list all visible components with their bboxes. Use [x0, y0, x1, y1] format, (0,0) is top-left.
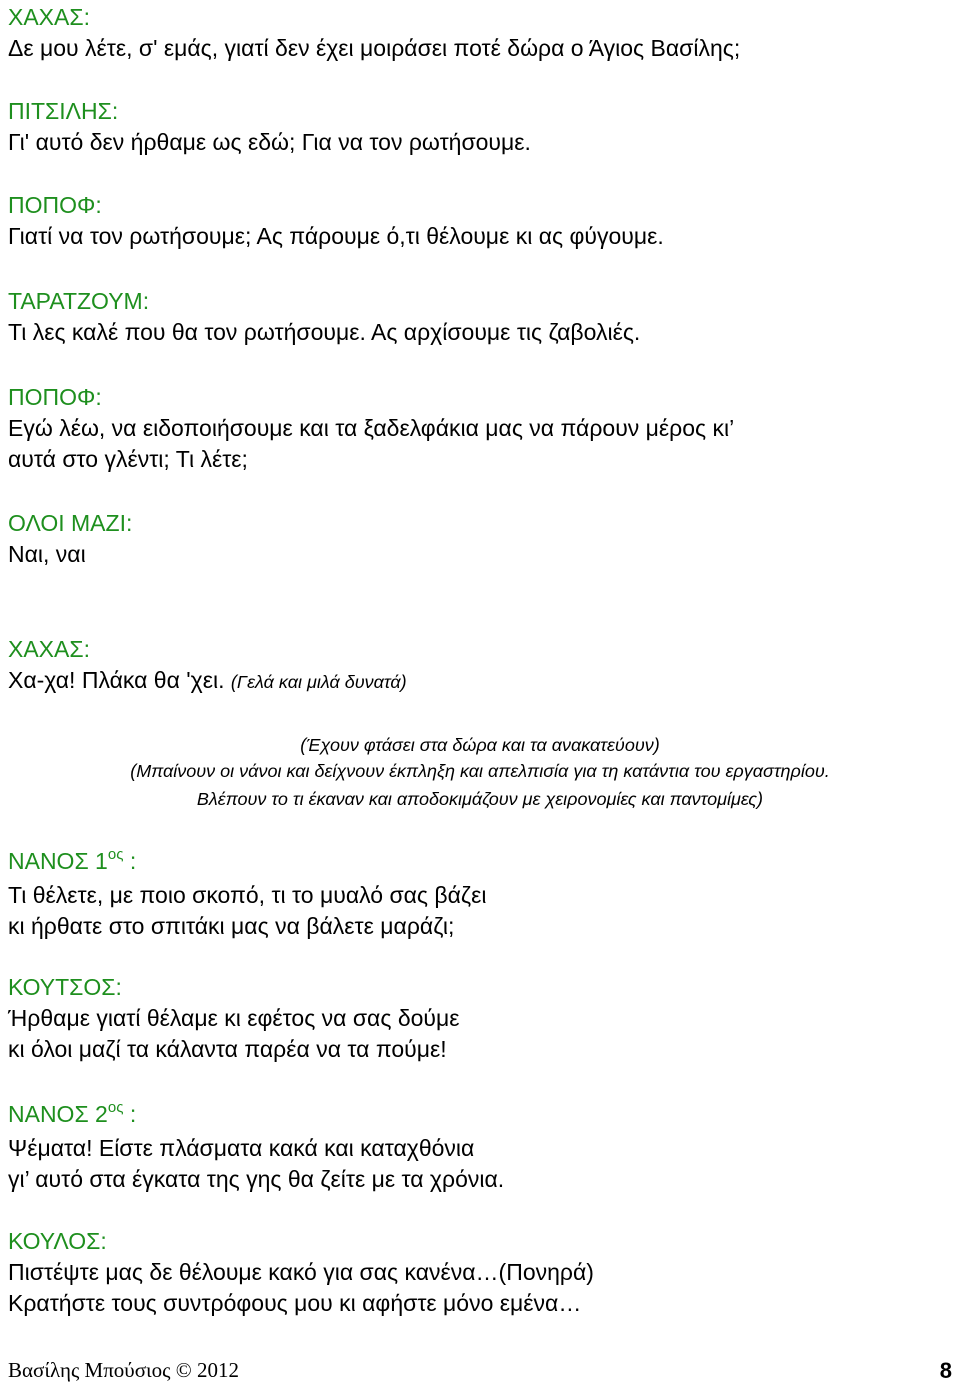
- verse-block: [8, 1099, 952, 1195]
- dialogue-line: αυτά στο γλέντι; Τι λέτε;: [8, 446, 248, 472]
- dialogue-block: [8, 96, 952, 158]
- speaker-name: ΧΑΧΑΣ:: [8, 4, 90, 30]
- verse-line: Πιστέψτε μας δε θέλουμε κακό για σας κανένα…(Πονηρά): [8, 1259, 594, 1285]
- dialogue-line: [8, 665, 952, 698]
- speaker-name: ΝΑΝΟΣ $2^{o\varsigma}$ :: [8, 1099, 137, 1127]
- verse-line: Κρατήστε τους συντρόφους μου κι αφήστε μόνο εμένα…: [8, 1290, 582, 1316]
- speaker-name: ΚΟΥΛΟΣ:: [8, 1228, 107, 1254]
- verse-block: [8, 972, 952, 1065]
- speaker-name: ΟΛΟΙ ΜΑΖΙ:: [8, 510, 133, 536]
- dialogue-block: [8, 382, 952, 475]
- dialogue-line: Δε μου λέτε, σ' εμάς, γιατί δεν έχει μοιράσει ποτέ δώρα ο Άγιος Βασίλης;: [8, 35, 741, 61]
- stage-direction: Βλέπουν το τι έκαναν και αποδοκιμάζουν με χειρονομίες και παντομίμες): [196, 789, 764, 809]
- verse-block: [8, 846, 952, 942]
- page-number: 8: [939, 1358, 952, 1383]
- speaker-name: ΠΟΠΟΦ:: [8, 384, 102, 410]
- dialogue-block: [8, 2, 952, 64]
- dialogue-line: Γι' αυτό δεν ήρθαμε ως εδώ; Για να τον ρωτήσουμε.: [8, 129, 531, 155]
- stage-direction-inline: (Γελά και μιλά δυνατά): [230, 672, 407, 692]
- verse-line: κι ήρθατε στο σπιτάκι μας να βάλετε μαράζι;: [8, 913, 455, 939]
- dialogue-block: [8, 190, 952, 252]
- speaker-name: ΤΑΡΑΤΖΟΥΜ:: [8, 288, 150, 314]
- stage-direction: (Έχουν φτάσει στα δώρα και τα ανακατεύουν): [300, 735, 660, 755]
- verse-line: Ψέματα! Είστε πλάσματα κακά και καταχθόνια: [8, 1135, 475, 1161]
- dialogue-block: [8, 634, 952, 698]
- dialogue-text: Χα-χα! Πλάκα θα 'χει.: [8, 667, 225, 693]
- dialogue-line: Εγώ λέω, να ειδοποιήσουμε και τα ξαδελφάκια μας να πάρουν μέρος κι’: [8, 415, 735, 441]
- page-footer: [8, 1358, 952, 1386]
- verse-block: [8, 1226, 952, 1319]
- dialogue-line: Γιατί να τον ρωτήσουμε; Ας πάρουμε ό,τι θέλουμε κι ας φύγουμε.: [8, 223, 664, 249]
- speaker-name: ΚΟΥΤΣΟΣ:: [8, 974, 122, 1000]
- speaker-name: ΝΑΝΟΣ $1^{o\varsigma}$ :: [8, 846, 137, 874]
- speaker-name: ΠΟΠΟΦ:: [8, 192, 102, 218]
- speaker-name: ΧΑΧΑΣ:: [8, 636, 90, 662]
- dialogue-block: [8, 286, 952, 348]
- footer-author: Βασίλης Μπούσιος © 2012: [8, 1358, 239, 1382]
- verse-line: κι όλοι μαζί τα κάλαντα παρέα να τα πούμε!: [8, 1036, 447, 1062]
- dialogue-block: [8, 508, 952, 570]
- dialogue-line: Ναι, ναι: [8, 541, 86, 567]
- stage-direction: (Μπαίνουν οι νάνοι και δείχνουν έκπληξη και απελπισία για τη κατάντια του εργαστηρίου.: [130, 761, 830, 781]
- dialogue-line: Τι λες καλέ που θα τον ρωτήσουμε. Ας αρχίσουμε τις ζαβολιές.: [8, 319, 641, 345]
- verse-line: Τι θέλετε, με ποιο σκοπό, τι το μυαλό σας βάζει: [8, 882, 487, 908]
- verse-line: Ήρθαμε γιατί θέλαμε κι εφέτος να σας δούμε: [8, 1005, 460, 1031]
- verse-line: γι’ αυτό στα έγκατα της γης θα ζείτε με τα χρόνια.: [8, 1166, 505, 1192]
- speaker-name: ΠΙΤΣΙΛΗΣ:: [8, 98, 119, 124]
